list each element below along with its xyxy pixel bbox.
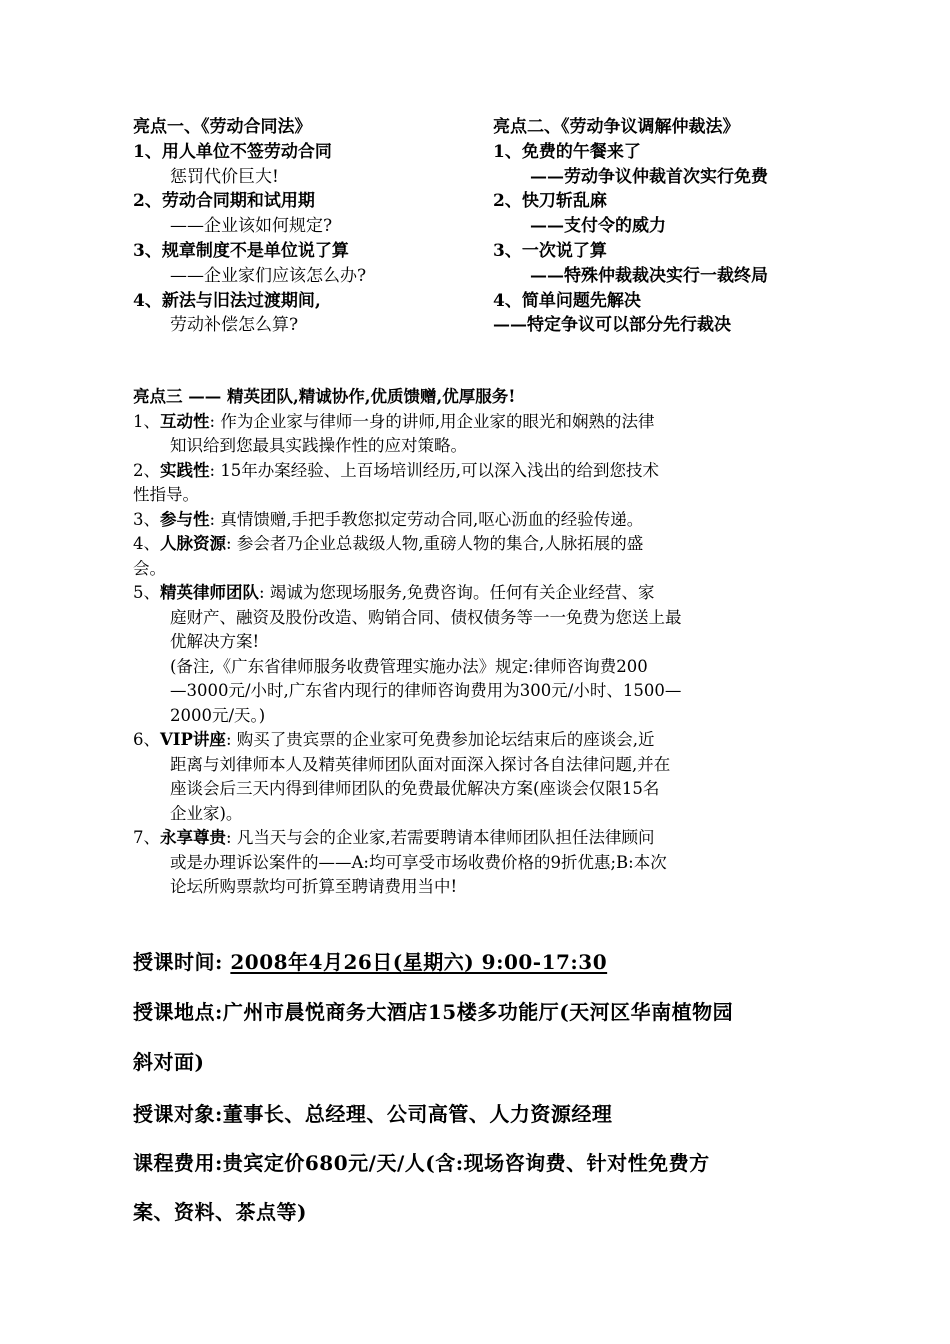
highlight1-item-4-sub: 劳动补偿怎么算? <box>170 315 299 336</box>
highlight3-item-continuation: —3000元/小时,广东省内现行的律师咨询费用为300元/小时、1500— <box>170 681 682 700</box>
highlight3-title: 亮点三 —— 精英团队,精诚协作,优质馈赠,优厚服务! <box>133 387 516 406</box>
highlight1-item-3-sub: ——企业家们应该怎么办? <box>170 265 367 286</box>
highlight3-item-number: 6、 <box>133 730 160 749</box>
highlight3-item-text: 真情馈赠,手把手教您拟定劳动合同,呕心沥血的经验传递。 <box>220 509 644 529</box>
highlight1-item-4: 4、新法与旧法过渡期间, <box>133 290 321 311</box>
course-audience-label: 授课对象: <box>133 1102 223 1126</box>
course-location-cont: 斜对面) <box>133 1050 205 1074</box>
course-location-label: 授课地点: <box>133 1000 223 1024</box>
highlight3-item <box>133 728 823 826</box>
highlight1-item-1: 1、用人单位不签劳动合同 <box>133 141 332 162</box>
highlight3-section <box>133 385 823 900</box>
highlight3-item-continuation: 庭财产、融资及股份改造、购销合同、债权债务等一一免费为您送上最 <box>170 607 682 627</box>
highlight3-item-label: 互动性 <box>160 411 210 431</box>
highlight3-item-text: 购买了贵宾票的企业家可免费参加论坛结束后的座谈会,近 <box>236 730 655 749</box>
highlight3-item-text: 15年办案经验、上百场培训经历,可以深入浅出的给到您技术 <box>220 460 660 480</box>
highlight2-item-3-sub: ——特殊仲裁裁决实行一裁终局 <box>530 265 768 286</box>
highlight3-item-continuation: 座谈会后三天内得到律师团队的免费最优解决方案(座谈会仅限15名 <box>170 779 660 798</box>
course-location <box>133 996 733 1025</box>
highlight3-item <box>133 532 823 581</box>
highlight3-item-separator: : <box>225 730 232 749</box>
highlight3-item-line <box>133 410 823 435</box>
highlight3-list <box>133 410 823 900</box>
highlight3-item-number: 7、 <box>133 828 160 847</box>
course-time-value: 2008年4月26日(星期六) 9:00-17:30 <box>230 950 608 974</box>
highlight3-item-continuation: 距离与刘律师本人及精英律师团队面对面深入探讨各自法律问题,并在 <box>170 754 671 774</box>
highlight3-item-continuation: 论坛所购票款均可折算至聘请费用当中! <box>170 877 458 896</box>
highlight3-item <box>133 410 823 459</box>
highlight3-item-text: 竭诚为您现场服务,免费咨询。任何有关企业经营、家 <box>269 583 655 602</box>
highlight3-item-continuation: 优解决方案! <box>170 632 260 651</box>
highlight3-item <box>133 826 823 900</box>
highlight3-item-number: 3、 <box>133 509 160 529</box>
course-time-label: 授课时间: <box>133 950 223 974</box>
course-fee <box>133 1147 710 1176</box>
highlight3-item-continuation: 2000元/天。) <box>170 705 266 725</box>
highlight3-item-continuation: 或是办理诉讼案件的——A:均可享受市场收费价格的9折优惠;B:本次 <box>170 852 667 872</box>
highlight3-item-text: 作为企业家与律师一身的讲师,用企业家的眼光和娴熟的法律 <box>220 411 655 431</box>
highlight1-item-1-sub: 惩罚代价巨大! <box>170 166 279 187</box>
highlight3-item-text: 凡当天与会的企业家,若需要聘请本律师团队担任法律顾问 <box>236 828 655 847</box>
highlight3-item-line <box>133 459 823 484</box>
highlight3-item-number: 5、 <box>133 583 160 602</box>
course-fee-label: 课程费用: <box>133 1151 223 1175</box>
highlight3-item-continuation: 会。 <box>133 558 166 578</box>
highlight3-item-line <box>133 728 823 753</box>
highlight3-item <box>133 459 823 508</box>
highlight3-item-line <box>133 532 823 557</box>
highlight2-item-1: 1、免费的午餐来了 <box>493 141 641 162</box>
highlight1-title: 亮点一、《劳动合同法》 <box>133 117 312 137</box>
highlight3-item-label: 实践性 <box>160 460 210 480</box>
highlight3-item-line <box>133 508 823 533</box>
highlight3-item-continuation: 性指导。 <box>133 485 199 504</box>
highlight3-item-text: 参会者乃企业总裁级人物,重磅人物的集合,人脉拓展的盛 <box>236 534 644 553</box>
course-time <box>133 946 607 975</box>
highlight2-section <box>493 115 768 338</box>
highlight2-item-1-sub: ——劳动争议仲裁首次实行免费 <box>530 166 768 187</box>
course-fee-value: 贵宾定价680元/天/人(含:现场咨询费、针对性免费方 <box>222 1151 710 1175</box>
highlight1-item-3: 3、规章制度不是单位说了算 <box>133 240 349 261</box>
highlight3-item-continuation: 知识给到您最具实践操作性的应对策略。 <box>170 436 467 455</box>
highlight3-item-separator: : <box>209 460 216 480</box>
highlight2-item-4: 4、简单问题先解决 <box>493 290 641 311</box>
highlight3-item-separator: : <box>259 583 265 602</box>
highlight3-item-separator: : <box>226 534 232 553</box>
highlight3-item-label: VIP讲座 <box>160 730 226 749</box>
highlight3-item-line <box>133 581 823 606</box>
highlight2-item-2: 2、快刀斩乱麻 <box>493 191 607 212</box>
highlight3-item-label: 人脉资源 <box>160 534 226 553</box>
highlight3-item-continuation: 企业家)。 <box>170 803 243 823</box>
highlight3-item-separator: : <box>226 828 232 847</box>
highlight1-item-2-sub: ——企业该如何规定? <box>170 216 333 237</box>
highlight2-item-4-sub: ——特定争议可以部分先行裁决 <box>493 315 731 336</box>
course-location-value: 广州市晨悦商务大酒店15楼多功能厅(天河区华南植物园 <box>222 1000 734 1024</box>
highlight2-title: 亮点二、《劳动争议调解仲裁法》 <box>493 117 740 137</box>
highlight3-item-label: 永享尊贵 <box>160 828 226 847</box>
highlight3-item-label: 精英律师团队 <box>160 583 259 602</box>
highlight1-item-2: 2、劳动合同期和试用期 <box>133 191 315 212</box>
course-audience <box>133 1098 612 1127</box>
highlight3-item-number: 1、 <box>133 411 160 431</box>
highlight3-item-line <box>133 826 823 851</box>
highlight3-item-separator: : <box>209 509 216 529</box>
highlight3-item-continuation: (备注,《广东省律师服务收费管理实施办法》规定:律师咨询费200 <box>170 656 648 676</box>
highlight3-item <box>133 508 823 533</box>
highlight3-item-separator: : <box>209 411 216 431</box>
highlight3-item-number: 4、 <box>133 534 160 553</box>
highlight2-item-3: 3、一次说了算 <box>493 240 607 261</box>
course-audience-value: 董事长、总经理、公司高管、人力资源经理 <box>222 1102 613 1126</box>
highlight3-item-number: 2、 <box>133 460 160 480</box>
highlight1-section <box>133 115 366 338</box>
highlight3-item-label: 参与性 <box>160 509 210 529</box>
highlight3-item <box>133 581 823 728</box>
course-fee-cont: 案、资料、茶点等) <box>133 1200 307 1224</box>
highlight2-item-2-sub: ——支付令的威力 <box>530 216 666 237</box>
